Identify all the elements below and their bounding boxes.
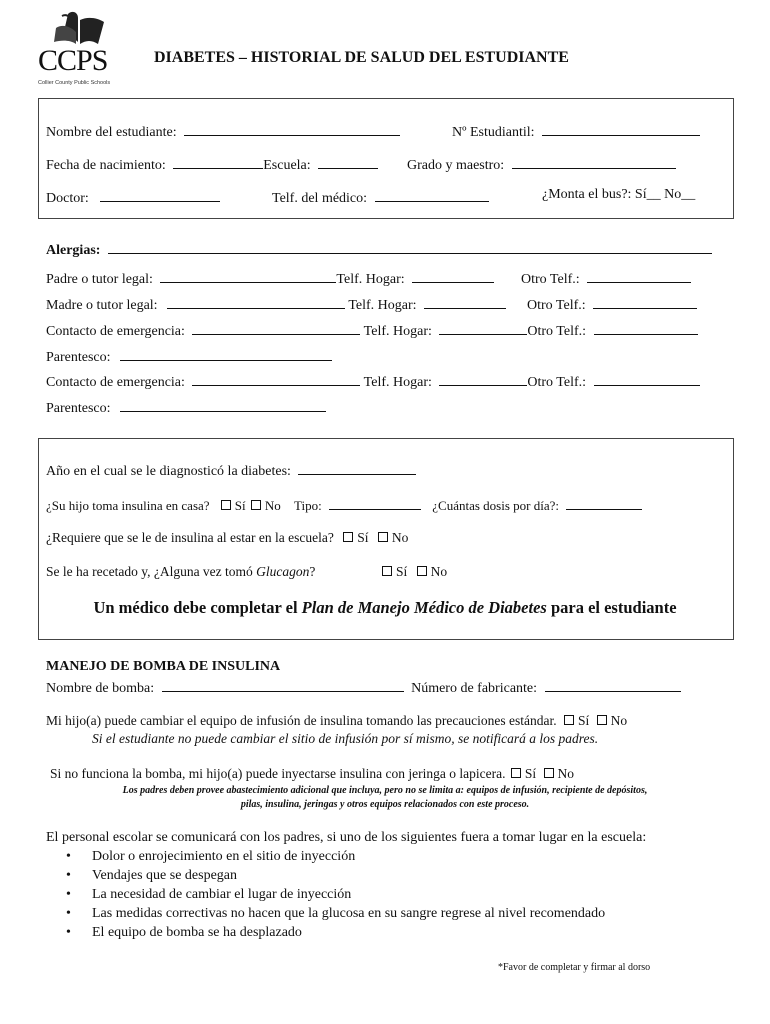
notify-item: • El equipo de bomba se ha desplazado: [62, 925, 605, 944]
emergency-contact-2-label: Contacto de emergencia:: [46, 375, 185, 390]
emergency-contact-1-label: Contacto de emergencia:: [46, 324, 185, 339]
dob-field[interactable]: [173, 154, 263, 169]
glucagon-yes-checkbox[interactable]: [382, 566, 392, 576]
glucagon-label: Se le ha recetado y, ¿Alguna vez tomó Glucagon?: [46, 564, 316, 579]
relationship-1-label: Parentesco:: [46, 350, 111, 365]
change-set-no-label: No: [610, 713, 628, 728]
doctor-phone-field[interactable]: [375, 187, 489, 202]
emergency-2-other-phone-field[interactable]: [594, 371, 700, 386]
supplies-note-line2: pilas, insulina, jeringas y otros equipos relacionados con este proceso.: [240, 799, 530, 810]
change-set-yes-label: Sí: [577, 713, 590, 728]
doses-label: ¿Cuántas dosis por día?:: [432, 498, 559, 513]
father-field[interactable]: [160, 268, 336, 283]
emergency-contact-2-field[interactable]: [192, 371, 360, 386]
insulin-home-yes-label: Sí: [234, 498, 246, 513]
notify-item: • Vendajes que se despegan: [62, 868, 605, 887]
notify-list: [62, 849, 605, 944]
change-set-yes-checkbox[interactable]: [564, 715, 574, 725]
year-diagnosed-label: Año en el cual se le diagnosticó la diabetes:: [46, 464, 291, 479]
book-logo-icon: [48, 10, 108, 48]
student-name-label: Nombre del estudiante:: [46, 125, 177, 140]
logo-subtitle: Collier County Public Schools: [38, 80, 111, 86]
change-set-no-checkbox[interactable]: [597, 715, 607, 725]
pump-name-field[interactable]: [162, 677, 404, 692]
grade-label: Grado y maestro:: [407, 158, 505, 173]
logo-text: CCPS: [38, 44, 108, 77]
insulin-school-yes-label: Sí: [357, 530, 369, 545]
bus-question[interactable]: ¿Monta el bus?: Sí__ No__: [542, 187, 696, 202]
mother-field[interactable]: [167, 294, 345, 309]
insulin-home-no-label: No: [264, 498, 281, 513]
relationship-2-field[interactable]: [120, 397, 326, 412]
father-home-phone-field[interactable]: [412, 268, 494, 283]
glucagon-yes-label: Sí: [396, 564, 408, 579]
insulin-school-label: ¿Requiere que se le de insulina al estar en la escuela?: [46, 530, 334, 545]
relationship-2-label: Parentesco:: [46, 401, 111, 416]
pump-heading: MANEJO DE BOMBA DE INSULINA: [46, 659, 281, 674]
supplies-note-line1: Los padres deben provee abastecimiento adicional que incluya, pero no se limita a: equipos de infusión, recipiente de depósitos,: [122, 785, 648, 796]
manufacturer-label: Número de fabricante:: [411, 681, 538, 696]
mother-home-phone-field[interactable]: [424, 294, 506, 309]
footer-note: *Favor de completar y firmar al dorso: [498, 962, 651, 973]
father-label: Padre o tutor legal:: [46, 272, 153, 287]
logo: [38, 10, 118, 90]
glucagon-no-checkbox[interactable]: [417, 566, 427, 576]
emergency-2-home-phone-field[interactable]: [439, 371, 527, 386]
syringe-label: Si no funciona la bomba, mi hijo(a) puede inyectarse insulina con jeringa o lapicera.: [50, 766, 506, 781]
insulin-home-yes-checkbox[interactable]: [221, 500, 231, 510]
insulin-type-label: Tipo:: [294, 498, 322, 513]
student-id-field[interactable]: [542, 121, 700, 136]
insulin-home-no-checkbox[interactable]: [251, 500, 261, 510]
doctor-field[interactable]: [100, 187, 220, 202]
allergies-field[interactable]: [108, 239, 712, 254]
allergies-label: Alergias:: [46, 243, 101, 258]
father-other-phone-field[interactable]: [587, 268, 691, 283]
glucagon-no-label: No: [430, 564, 448, 579]
insulin-school-yes-checkbox[interactable]: [343, 532, 353, 542]
school-field[interactable]: [318, 154, 378, 169]
emergency-contact-1-field[interactable]: [192, 320, 360, 335]
notify-item: • Dolor o enrojecimiento en el sitio de inyección: [62, 849, 605, 868]
mother-label: Madre o tutor legal:: [46, 298, 158, 313]
emergency-2-home-phone-label: Telf. Hogar:: [363, 375, 432, 390]
emergency-1-other-phone-field[interactable]: [594, 320, 698, 335]
emergency-2-other-phone-label: Otro Telf.:: [527, 375, 587, 390]
notify-item: • Las medidas correctivas no hacen que la glucosa en su sangre regrese al nivel recomendado: [62, 906, 605, 925]
emergency-1-home-phone-label: Telf. Hogar:: [363, 324, 432, 339]
student-name-field[interactable]: [184, 121, 400, 136]
grade-field[interactable]: [512, 154, 676, 169]
syringe-yes-checkbox[interactable]: [511, 768, 521, 778]
doctor-phone-label: Telf. del médico:: [272, 191, 368, 206]
mother-home-phone-label: Telf. Hogar:: [348, 298, 417, 313]
change-set-label: Mi hijo(a) puede cambiar el equipo de infusión de insulina tomando las precauciones estándar.: [46, 713, 557, 728]
pump-name-label: Nombre de bomba:: [46, 681, 155, 696]
syringe-no-label: No: [557, 766, 574, 781]
page-title: DIABETES – HISTORIAL DE SALUD DEL ESTUDIANTE: [154, 49, 569, 66]
insulin-school-no-checkbox[interactable]: [378, 532, 388, 542]
manufacturer-field[interactable]: [545, 677, 681, 692]
year-diagnosed-field[interactable]: [298, 460, 416, 475]
mother-other-phone-field[interactable]: [593, 294, 697, 309]
notify-intro: El personal escolar se comunicará con los padres, si uno de los siguientes fuera a tomar lugar en la escuela:: [46, 830, 647, 845]
father-other-phone-label: Otro Telf.:: [521, 272, 580, 287]
relationship-1-field[interactable]: [120, 346, 332, 361]
insulin-school-no-label: No: [391, 530, 409, 545]
father-home-phone-label: Telf. Hogar:: [336, 272, 405, 287]
mother-other-phone-label: Otro Telf.:: [527, 298, 586, 313]
doctor-label: Doctor:: [46, 191, 89, 206]
school-label: Escuela:: [263, 158, 311, 173]
dob-label: Fecha de nacimiento:: [46, 158, 166, 173]
student-id-label: Nº Estudiantil:: [452, 125, 535, 140]
emergency-1-other-phone-label: Otro Telf.:: [527, 324, 587, 339]
syringe-no-checkbox[interactable]: [544, 768, 554, 778]
notify-item: • La necesidad de cambiar el lugar de inyección: [62, 887, 605, 906]
doses-field[interactable]: [566, 495, 642, 510]
insulin-home-label: ¿Su hijo toma insulina en casa?: [46, 498, 210, 513]
emergency-1-home-phone-field[interactable]: [439, 320, 527, 335]
change-set-note: Si el estudiante no puede cambiar el sitio de infusión por sí mismo, se notificará a los padres.: [92, 731, 599, 746]
physician-plan-notice: Un médico debe completar el Plan de Manejo Médico de Diabetes para el estudiante: [93, 598, 677, 617]
insulin-type-field[interactable]: [329, 495, 421, 510]
syringe-yes-label: Sí: [524, 766, 537, 781]
